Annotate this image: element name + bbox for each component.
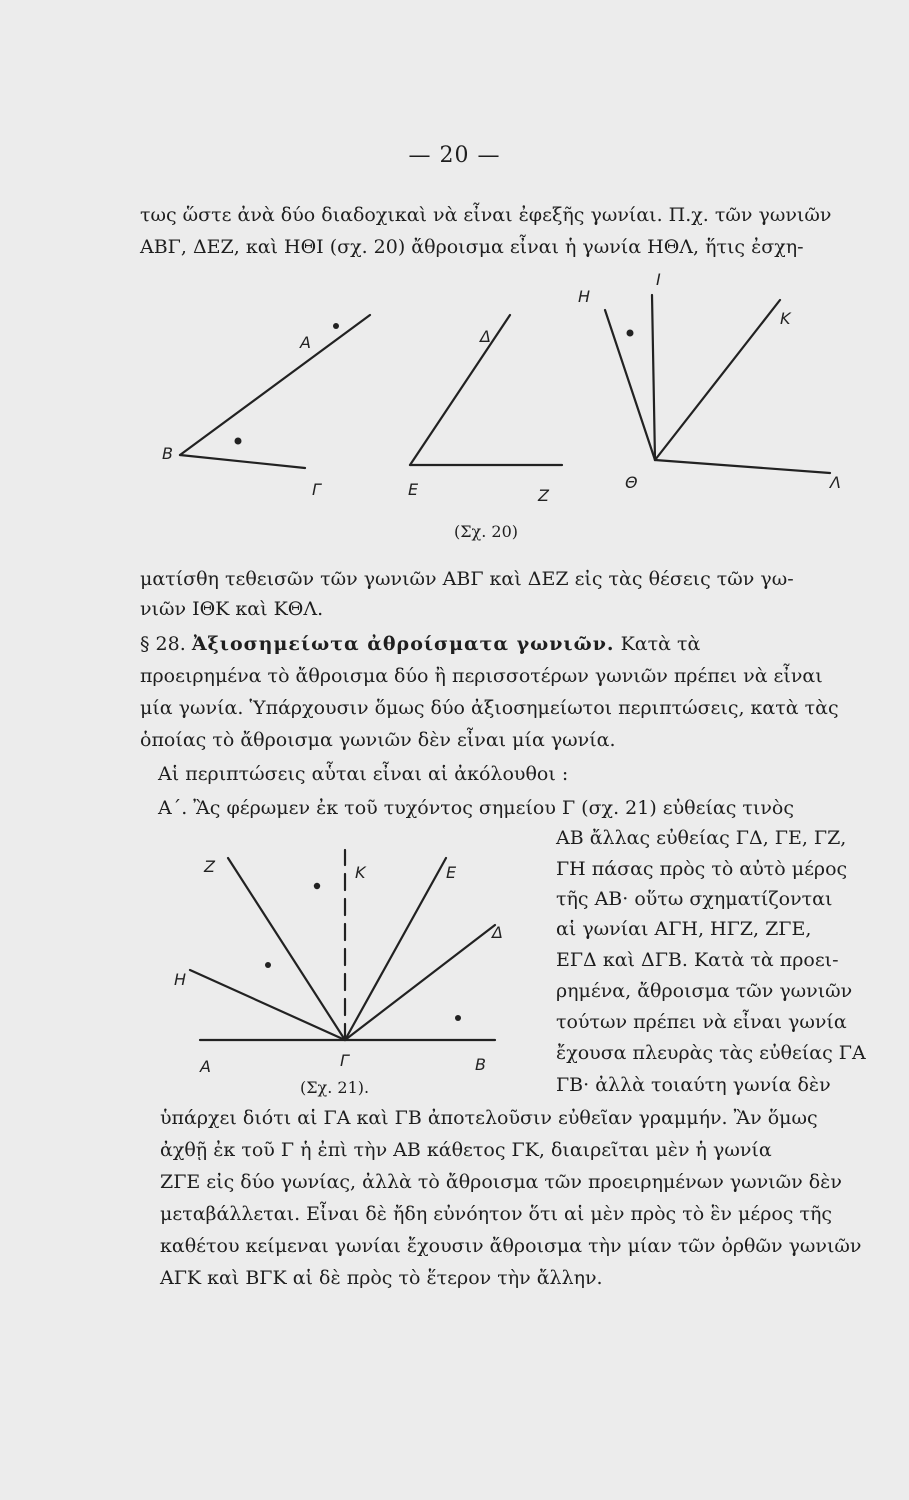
text-line: ὁποίας τὸ ἄθροισμα γωνιῶν δὲν εἶναι μία γωνία. [140, 729, 616, 751]
text-line: Α΄. Ἂς φέρωμεν ἐκ τοῦ τυχόντος σημείου Γ (σχ. 21) εὐθείας τινὸς [158, 797, 794, 819]
label-E: E [446, 863, 457, 882]
figure-21 [160, 820, 550, 1110]
label-A: A [200, 1057, 211, 1076]
text-line: τούτων πρέπει νὰ εἶναι γωνία [556, 1011, 847, 1033]
text-line: ματίσθη τεθεισῶν τῶν γωνιῶν ΑΒΓ καὶ ΔΕΖ εἰς τὰς θέσεις τῶν γω- [140, 568, 794, 590]
figure-20-caption: (Σχ. 20) [454, 522, 519, 541]
angle-dot [333, 323, 339, 329]
section-number: § 28. [140, 633, 186, 655]
label-Z: Z [204, 857, 215, 876]
section-heading-line [140, 632, 880, 656]
label-D: Δ [492, 923, 503, 942]
label-B: B [475, 1055, 486, 1074]
figure-20-drawing [140, 255, 860, 510]
angle-dot [455, 1015, 461, 1021]
text-line: ΖΓΕ εἰς δύο γωνίας, ἀλλὰ τὸ ἄθροισμα τῶν προειρημένων γωνιῶν δὲν [160, 1171, 842, 1193]
angle-dot [265, 962, 271, 968]
label-A: A [300, 333, 311, 352]
angle-dot [314, 883, 320, 889]
page-number: — 20 — [408, 143, 501, 168]
figure-21-drawing [160, 820, 550, 1110]
label-K: K [780, 309, 791, 328]
label-G: Γ [312, 480, 321, 499]
text-line: νιῶν ΙΘΚ καὶ ΚΘΛ. [140, 598, 324, 620]
label-D: Δ [480, 327, 491, 346]
text-line: ΑΒ ἄλλας εὐθείας ΓΔ, ΓΕ, ΓΖ, [556, 827, 847, 849]
figure-20 [140, 255, 860, 510]
angle-dot [235, 438, 242, 445]
label-G: Γ [340, 1051, 349, 1070]
label-L: Λ [830, 473, 841, 492]
ray-TH-I [652, 295, 655, 460]
label-TH: Θ [625, 473, 638, 492]
text-line: μία γωνία. Ὑπάρχουσιν ὅμως δύο ἀξιοσημείωτοι περιπτώσεις, κατὰ τὰς [140, 697, 839, 719]
label-H: H [174, 970, 187, 989]
ray-TH-L [655, 460, 830, 473]
ray-TH-K [655, 300, 780, 460]
ray-GE [345, 858, 446, 1040]
text-line: αἱ γωνίαι ΑΓΗ, ΗΓΖ, ΖΓΕ, [556, 918, 812, 940]
ray-BG [180, 455, 305, 468]
figure-21-caption: (Σχ. 21). [300, 1078, 370, 1097]
text-line: τῆς ΑΒ· οὕτω σχηματίζονται [556, 888, 833, 910]
label-H: H [578, 287, 591, 306]
text-line: ρημένα, ἄθροισμα τῶν γωνιῶν [556, 980, 853, 1002]
section-first-line: Κατὰ τὰ [620, 633, 701, 655]
text-line: Αἱ περιπτώσεις αὗται εἶναι αἱ ἀκόλουθοι : [158, 763, 569, 785]
text-line: τως ὥστε ἀνὰ δύο διαδοχικαὶ νὰ εἶναι ἐφεξῆς γωνίαι. Π.χ. τῶν γωνιῶν [140, 204, 832, 226]
label-B: B [162, 444, 173, 463]
text-line: ἔχουσα πλευρὰς τὰς εὐθείας ΓΑ [556, 1042, 866, 1064]
ray-BA [180, 315, 370, 455]
label-I: I [656, 270, 661, 289]
label-Z: Z [538, 486, 549, 505]
text-line: ΕΓΔ καὶ ΔΓΒ. Κατὰ τὰ προει- [556, 949, 839, 971]
text-line: μεταβάλλεται. Εἶναι δὲ ἤδη εὐνόητον ὅτι αἱ μὲν πρὸς τὸ ἓν μέρος τῆς [160, 1203, 833, 1225]
label-K: K [355, 863, 366, 882]
text-line: προειρημένα τὸ ἄθροισμα δύο ἢ περισσοτέρων γωνιῶν πρέπει νὰ εἶναι [140, 665, 823, 687]
ray-GD [345, 925, 495, 1040]
text-line: ὑπάρχει διότι αἱ ΓΑ καὶ ΓΒ ἀποτελοῦσιν εὐθεῖαν γραμμήν. Ἂν ὅμως [160, 1107, 818, 1129]
text-line: ἀχθῇ ἐκ τοῦ Γ ἡ ἐπὶ τὴν ΑΒ κάθετος ΓΚ, διαιρεῖται μὲν ἡ γωνία [160, 1139, 772, 1161]
text-line: ΓΗ πάσας πρὸς τὸ αὐτὸ μέρος [556, 858, 848, 880]
angle-dot [627, 330, 634, 337]
section-title: Ἀξιοσημείωτα ἀθροίσματα γωνιῶν. [191, 633, 615, 655]
text-line: καθέτου κείμεναι γωνίαι ἔχουσιν ἄθροισμα τὴν μίαν τῶν ὀρθῶν γωνιῶν [160, 1235, 862, 1257]
ray-ED [410, 315, 510, 465]
text-line: ΓΒ· ἀλλὰ τοιαύτη γωνία δὲν [556, 1074, 831, 1096]
text-line: ΑΒΓ, ΔΕΖ, καὶ ΗΘΙ (σχ. 20) ἄθροισμα εἶναι ἡ γωνία ΗΘΛ, ἥτις ἐσχη- [140, 236, 804, 258]
label-E: E [408, 480, 419, 499]
text-line: ΑΓΚ καὶ ΒΓΚ αἱ δὲ πρὸς τὸ ἕτερον τὴν ἄλλην. [160, 1267, 603, 1289]
